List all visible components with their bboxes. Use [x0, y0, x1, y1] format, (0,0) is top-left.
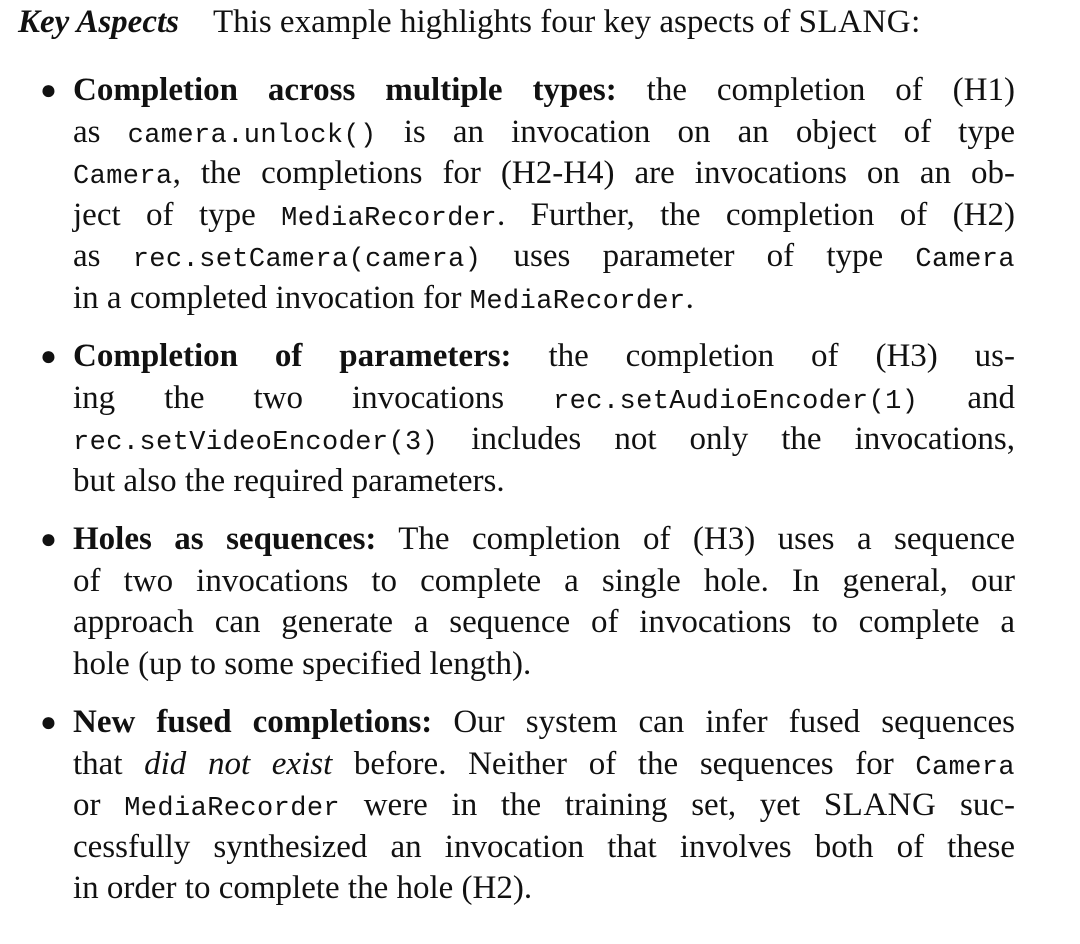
- text-run: uses parameter of type: [481, 238, 916, 274]
- bullet-item-4: [40, 702, 1016, 910]
- bullet-icon: ●: [40, 707, 57, 738]
- text-run: ject of type: [73, 196, 282, 233]
- text-run: as: [73, 113, 128, 150]
- text-run: were in the training set, yet: [340, 787, 824, 823]
- item-title: Completion of parameters:: [73, 338, 512, 374]
- text-run: that: [73, 745, 145, 782]
- item-line: [73, 278, 1015, 320]
- text-run: the completion of (H3) us-: [511, 338, 1015, 374]
- heading-text: This example highlights four key aspects of: [213, 4, 799, 40]
- text-run: cessfully synthesized an invocation that involves both of these: [73, 828, 1015, 865]
- text-run: or: [73, 787, 125, 823]
- text-run: , the completions for (H2-H4) are invocations on an ob-: [172, 155, 1015, 191]
- text-run: suc-: [936, 787, 1015, 823]
- heading-colon: :: [911, 4, 921, 40]
- item-line: [73, 744, 1015, 786]
- bullet-icon: ●: [40, 524, 57, 555]
- bullet-icon: ●: [40, 75, 57, 106]
- code-span: rec.setCamera(camera): [132, 245, 482, 275]
- code-span: MediaRecorder: [469, 286, 686, 317]
- text-run: Our system can infer fused sequences: [432, 704, 1015, 740]
- item-line: [73, 702, 1015, 744]
- item-line: [73, 419, 1015, 461]
- item-line: [73, 868, 1015, 910]
- text-run: but also the required parameters.: [73, 462, 505, 499]
- item-line: [73, 461, 1015, 503]
- bullet-icon: ●: [40, 341, 57, 372]
- bullet-item-2: [40, 336, 1015, 502]
- text-run: includes not only the invocations,: [438, 421, 1015, 457]
- text-run: hole (up to some specified length).: [73, 645, 532, 682]
- item-line: [73, 336, 1015, 378]
- code-span: MediaRecorder: [124, 794, 341, 824]
- item-line: [73, 195, 1015, 237]
- text-run: The completion of (H3) uses a sequence: [376, 521, 1015, 557]
- text-run: .: [685, 279, 694, 316]
- item-line: [73, 644, 1015, 686]
- item-line: [73, 70, 1015, 112]
- text-run: in a completed invocation for: [73, 279, 470, 316]
- text-run: is an invocation on an object of type: [376, 113, 1015, 150]
- code-span: camera.unlock(): [127, 120, 377, 151]
- run-in-heading: Key Aspects: [18, 4, 179, 40]
- item-title: Completion across multiple types:: [73, 72, 617, 108]
- text-run: . Further, the completion of (H2): [497, 196, 1015, 233]
- text-run: before. Neither of the sequences for: [332, 745, 916, 782]
- slang-name: SLANG: [798, 4, 912, 40]
- item-line: [73, 827, 1015, 869]
- code-span: Camera: [73, 162, 173, 192]
- item-line: [73, 602, 1015, 644]
- code-span: rec.setVideoEncoder(3): [73, 428, 439, 458]
- emphasis-text: did not exist: [144, 745, 333, 782]
- code-span: Camera: [915, 752, 1016, 783]
- text-run: approach can generate a sequence of invocations to complete a: [73, 604, 1015, 640]
- text-run: and: [918, 379, 1015, 416]
- bullet-item-3: [40, 519, 1015, 685]
- item-title: New fused completions:: [73, 704, 433, 740]
- text-run: in order to complete the hole (H2).: [73, 870, 533, 906]
- text-run: as: [73, 238, 133, 274]
- item-line: [73, 785, 1015, 827]
- text-run: ing the two invocations: [73, 379, 554, 416]
- item-line: [73, 112, 1015, 154]
- item-line: [73, 153, 1015, 195]
- item-line: [73, 561, 1015, 603]
- text-run: of two invocations to complete a single hole. In general, our: [73, 562, 1015, 599]
- paragraph-heading: [18, 2, 1018, 44]
- item-title: Holes as sequences:: [73, 521, 377, 557]
- code-span: rec.setAudioEncoder(1): [553, 386, 919, 417]
- item-line: [73, 519, 1015, 561]
- slang-name: SLANG: [823, 787, 937, 823]
- item-line: [73, 378, 1015, 420]
- bullet-item-1: [40, 70, 1015, 319]
- text-run: the completion of (H1): [616, 72, 1015, 108]
- code-span: MediaRecorder: [281, 203, 498, 234]
- code-span: Camera: [915, 245, 1015, 275]
- item-line: [73, 236, 1015, 278]
